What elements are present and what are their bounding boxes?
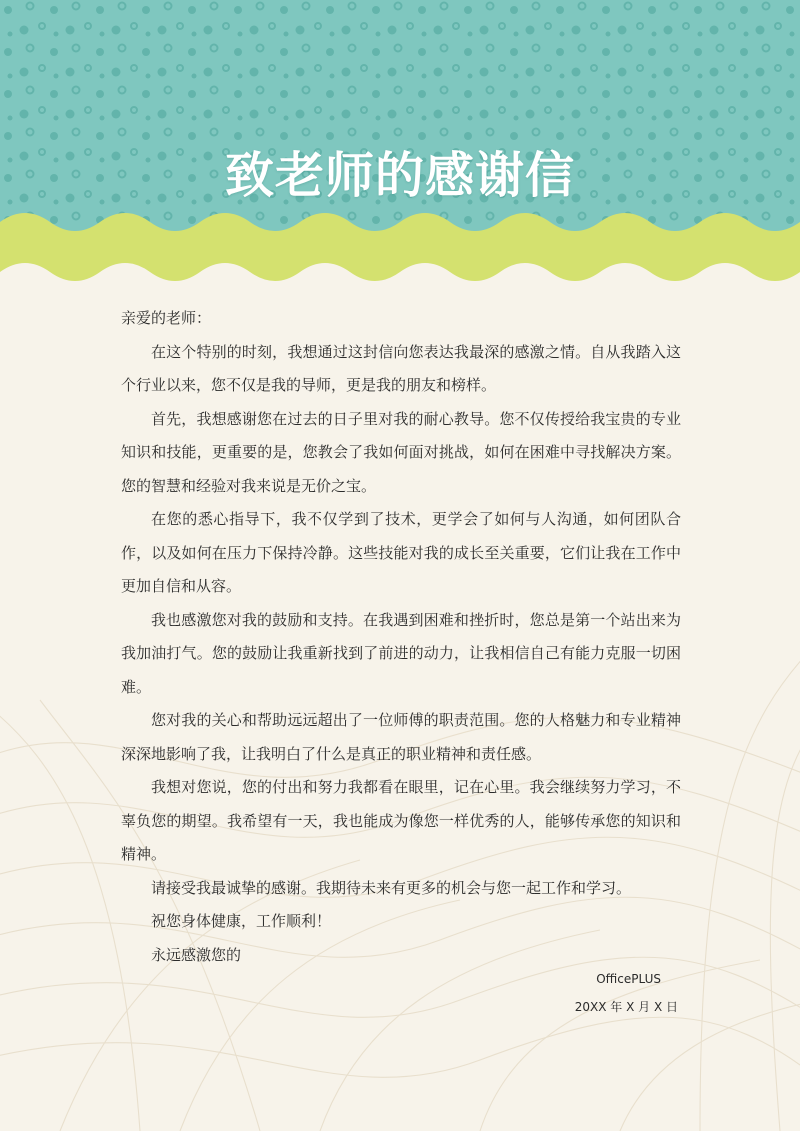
letter-title: 致老师的感谢信 — [224, 146, 575, 204]
letter-body — [121, 302, 681, 972]
letter-date: 20XX 年 X 月 X 日 — [574, 1000, 678, 1014]
paragraph-5: 您对我的关心和帮助远远超出了一位师傅的职责范围。您的人格魅力和专业精神深深地影响了我，让我明白了什么是真正的职业精神和责任感。 — [121, 711, 681, 763]
paragraph-6: 我想对您说，您的付出和努力我都看在眼里，记在心里。我会继续努力学习，不辜负您的期望。我希望有一天，我也能成为像您一样优秀的人，能够传承您的知识和精神。 — [121, 778, 681, 863]
paragraph-2: 首先，我想感谢您在过去的日子里对我的耐心教导。您不仅传授给我宝贵的专业知识和技能，更重要的是，您教会了我如何面对挑战，如何在困难中寻找解决方案。您的智慧和经验对我来说是无价之宝。 — [121, 409, 681, 495]
salutation: 亲爱的老师： — [121, 309, 212, 327]
paragraph-3: 在您的悉心指导下，我不仅学到了技术，更学会了如何与人沟通，如何团队合作，以及如何在压力下保持冷静。这些技能对我的成长至关重要，它们让我在工作中更加自信和从容。 — [121, 510, 681, 595]
signature: OfficePLUS — [596, 972, 661, 986]
wish-line: 祝您身体健康，工作顺利！ — [151, 912, 332, 930]
paragraph-4: 我也感激您对我的鼓励和支持。在我遇到困难和挫折时，您总是第一个站出来为我加油打气。您的鼓励让我重新找到了前进的动力，让我相信自己有能力克服一切困难。 — [121, 610, 681, 696]
paragraph-7: 请接受我最诚挚的感谢。我期待未来有更多的机会与您一起工作和学习。 — [151, 878, 632, 897]
closing-line: 永远感激您的 — [151, 945, 242, 964]
paragraph-1: 在这个特别的时刻，我想通过这封信向您表达我最深的感激之情。自从我踏入这个行业以来，您不仅是我的导师，更是我的朋友和榜样。 — [121, 342, 681, 394]
